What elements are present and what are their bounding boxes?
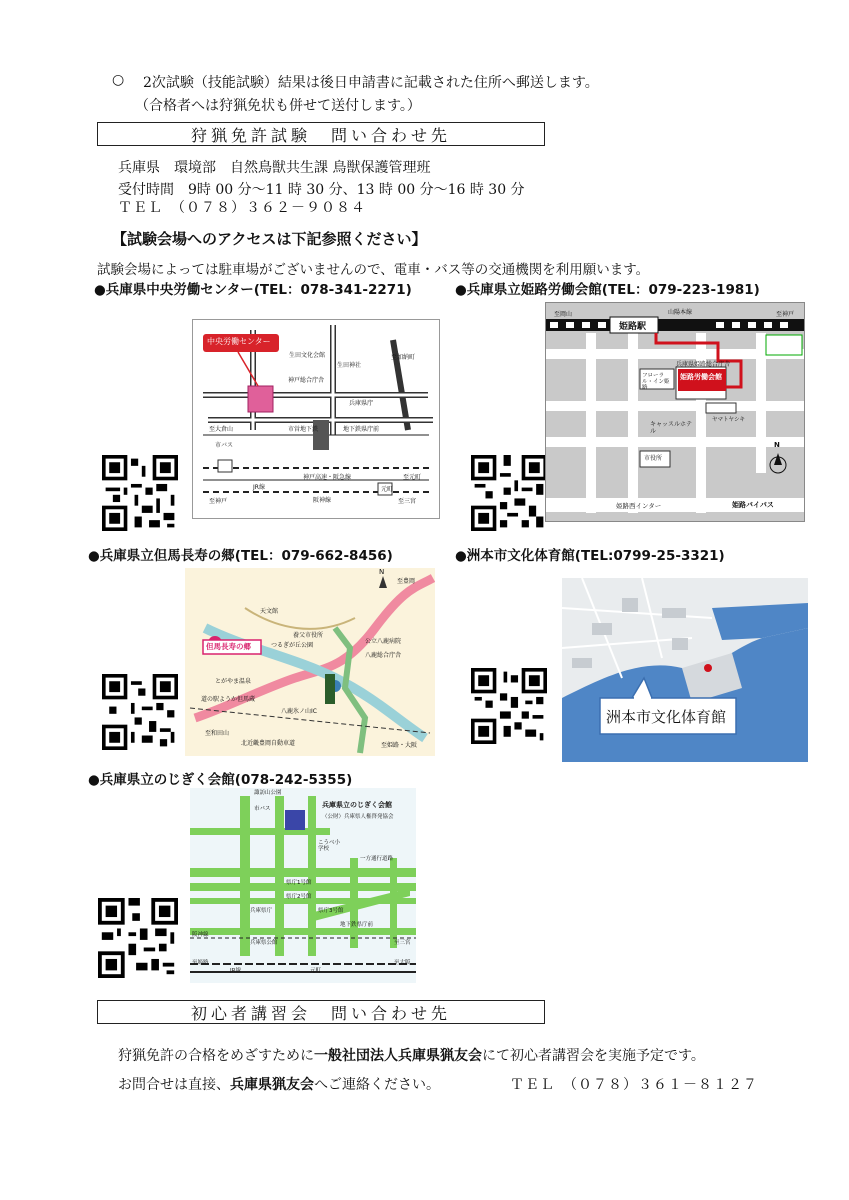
map-tajima-label: 天文館 xyxy=(260,608,279,615)
map-nojigiku-label: （公財）兵庫県人権啓発協会 xyxy=(322,814,394,820)
beginner-contact-line1 xyxy=(118,1045,705,1065)
beginner-line2-org: 兵庫県猟友会 xyxy=(230,1077,314,1093)
notice-line2: （合格者へは狩猟免状も併せて送付します。） xyxy=(135,98,421,114)
map-sumoto-callout: 洲本市文化体育館 xyxy=(606,708,727,726)
map-nojigiku-label: 元町 xyxy=(310,968,322,974)
qr-code-chuo[interactable] xyxy=(102,455,178,531)
map-chuo-label-center: 中央労働センター xyxy=(207,337,271,346)
beginner-line2-pre: お問合せは直接、 xyxy=(118,1077,230,1093)
map-nojigiku-label: 至姫路 xyxy=(192,960,209,966)
qr-code-himeji[interactable] xyxy=(471,455,547,531)
map-himeji-label: フローラル・イン姫路 xyxy=(642,373,670,391)
map-chuo-label: 兵庫県庁 xyxy=(349,400,374,407)
venue-title-sumoto: ●洲本市文化体育館(TEL:0799-25-3321) xyxy=(455,548,725,564)
map-tajima-label: 北近畿豊岡自動車道 xyxy=(241,740,296,747)
map-nojigiku-label: 兵庫県公館 xyxy=(250,940,278,946)
qr-code-tajima[interactable] xyxy=(102,674,178,750)
map-nojigiku-label: 地下鉄県庁前 xyxy=(340,922,374,928)
map-tajima-label: 至豊岡 xyxy=(397,578,416,585)
map-tajima-north: N xyxy=(379,568,385,576)
map-nojigiku-label: 一方通行道路 xyxy=(360,856,394,862)
map-chuo-label: 元町 xyxy=(381,486,394,493)
map-himeji-label: ヤマトヤシキ xyxy=(712,417,745,423)
map-chuo-label: JR線 xyxy=(253,484,265,491)
map-himeji-label: 山陽本線 xyxy=(668,309,693,316)
access-note: 試験会場によっては駐車場がございませんので、電車・バス等の交通機関を利用願います。 xyxy=(97,262,650,278)
venue-title-chuo: ●兵庫県中央労働センター(TEL：078-341-2271) xyxy=(94,282,412,298)
access-heading: 【試験会場へのアクセスは下記参照ください】 xyxy=(112,230,427,248)
map-chuo-label: 市バス xyxy=(215,442,234,449)
map-nojigiku[interactable] xyxy=(190,788,416,983)
exam-contact-heading: 狩猟免許試験 問い合わせ先 xyxy=(97,122,545,146)
beginner-line1-post: にて初心者講習会を実施予定です。 xyxy=(482,1048,705,1064)
map-nojigiku-label: 市バス xyxy=(254,806,271,812)
beginner-line1-org: 一般社団法人兵庫県猟友会 xyxy=(314,1048,482,1064)
map-chuo-label: 至三宮 xyxy=(398,498,417,505)
map-nojigiku-label: 県庁2号館 xyxy=(286,894,312,900)
map-tajima-label: 道の駅ようか但馬蔵 xyxy=(201,696,256,703)
map-chuo[interactable] xyxy=(192,319,440,519)
map-nojigiku-label: 至三宮 xyxy=(394,940,411,946)
qr-code-nojigiku[interactable] xyxy=(98,898,178,978)
map-himeji-label-station: 姫路駅 xyxy=(619,322,647,332)
map-himeji-label: 姫路バイパス xyxy=(732,501,774,509)
map-sumoto[interactable] xyxy=(562,578,808,762)
map-nojigiku-marker xyxy=(285,810,305,830)
map-sumoto-marker xyxy=(704,664,712,672)
map-himeji[interactable] xyxy=(545,302,805,522)
venue-title-tajima: ●兵庫県立但馬長寿の郷(TEL：079-662-8456) xyxy=(88,548,393,564)
map-chuo-label: 至元町 xyxy=(403,474,422,481)
map-chuo-label: 阪神線 xyxy=(313,497,332,504)
map-nojigiku-label: 県庁3号館 xyxy=(318,908,344,914)
map-nojigiku-label-main: 兵庫県立のじぎく会館 xyxy=(322,801,392,809)
map-chuo-label: 至大倉山 xyxy=(209,426,234,433)
map-nojigiku-label: 兵庫県庁 xyxy=(250,908,273,914)
notice-line1: 2次試験（技能試験）結果は後日申請書に記載された住所へ郵送します。 xyxy=(143,75,599,91)
map-himeji-label-hall: 姫路労働会館 xyxy=(680,373,722,381)
map-himeji-label: 至神戸 xyxy=(776,311,795,318)
map-himeji-label: 至岡山 xyxy=(554,311,573,318)
map-tajima-label: 至姫路・大阪 xyxy=(381,742,418,749)
map-himeji-label: 兵庫県姫路総合庁舎 xyxy=(676,361,731,368)
map-nojigiku-label: 至大阪 xyxy=(394,960,411,966)
notice-bullet: ○ xyxy=(112,72,125,88)
beginner-contact-tel: ＴＥＬ （０７８）３６１－８１２７ xyxy=(510,1077,758,1093)
exam-contact-org: 兵庫県 環境部 自然鳥獣共生課 鳥獣保護管理班 xyxy=(118,160,431,176)
map-tajima-label: つるぎが丘公園 xyxy=(271,642,314,649)
map-tajima-label: 八鹿総合庁舎 xyxy=(365,652,402,659)
beginner-contact-heading: 初心者講習会 問い合わせ先 xyxy=(97,1000,545,1024)
map-himeji-label: キャッスルホテル xyxy=(650,421,693,435)
map-nojigiku-label: 県庁1号館 xyxy=(286,880,312,886)
map-tajima[interactable] xyxy=(185,568,435,756)
map-nojigiku-label: 阪神線 xyxy=(192,932,209,938)
map-chuo-label: 生田神社 xyxy=(337,362,362,369)
venue-title-nojigiku: ●兵庫県立のじぎく会館(078-242-5355) xyxy=(88,772,353,788)
map-chuo-label: 神戸高速・阪急線 xyxy=(303,474,352,481)
map-chuo-label: 地下鉄県庁前 xyxy=(343,426,380,433)
map-nojigiku-label: JR線 xyxy=(230,968,241,974)
beginner-contact-line2 xyxy=(118,1074,440,1094)
map-tajima-label: とがやま温泉 xyxy=(215,678,252,685)
venue-title-himeji: ●兵庫県立姫路労働会館(TEL：079-223-1981) xyxy=(455,282,760,298)
qr-code-sumoto[interactable] xyxy=(471,668,547,744)
map-tajima-label: 公立八鹿病院 xyxy=(365,638,402,645)
map-himeji-label: 姫路西インター xyxy=(616,502,662,510)
beginner-line1-pre: 狩猟免許の合格をめざすために xyxy=(118,1048,314,1064)
map-himeji-label: 市役所 xyxy=(644,455,663,462)
exam-contact-tel: ＴＥＬ （０７８）３６２－９０８４ xyxy=(118,200,366,216)
exam-contact-hours: 受付時間 9時 00 分～11 時 30 分、13 時 00 分～16 時 30 分 xyxy=(118,182,525,198)
map-chuo-label: 市営地下鉄 xyxy=(288,426,319,433)
map-chuo-label: 至加納町 xyxy=(391,354,416,361)
map-tajima-label: 至和田山 xyxy=(205,730,230,737)
map-himeji-north: N xyxy=(774,441,780,449)
map-chuo-label: 至神戸 xyxy=(209,498,228,505)
map-nojigiku-label: 諏訪山公園 xyxy=(254,790,282,796)
map-nojigiku-label: こうべ小学校 xyxy=(318,840,341,852)
map-chuo-label: 生田文化会館 xyxy=(289,352,326,359)
map-chuo-label: 神戸総合庁舎 xyxy=(288,377,325,384)
map-tajima-label: 八鹿氷ノ山IC xyxy=(281,708,317,715)
map-tajima-label: 養父市役所 xyxy=(293,632,324,639)
beginner-line2-post: へご連絡ください。 xyxy=(314,1077,440,1093)
map-tajima-label-main: 但馬長寿の郷 xyxy=(206,642,251,651)
